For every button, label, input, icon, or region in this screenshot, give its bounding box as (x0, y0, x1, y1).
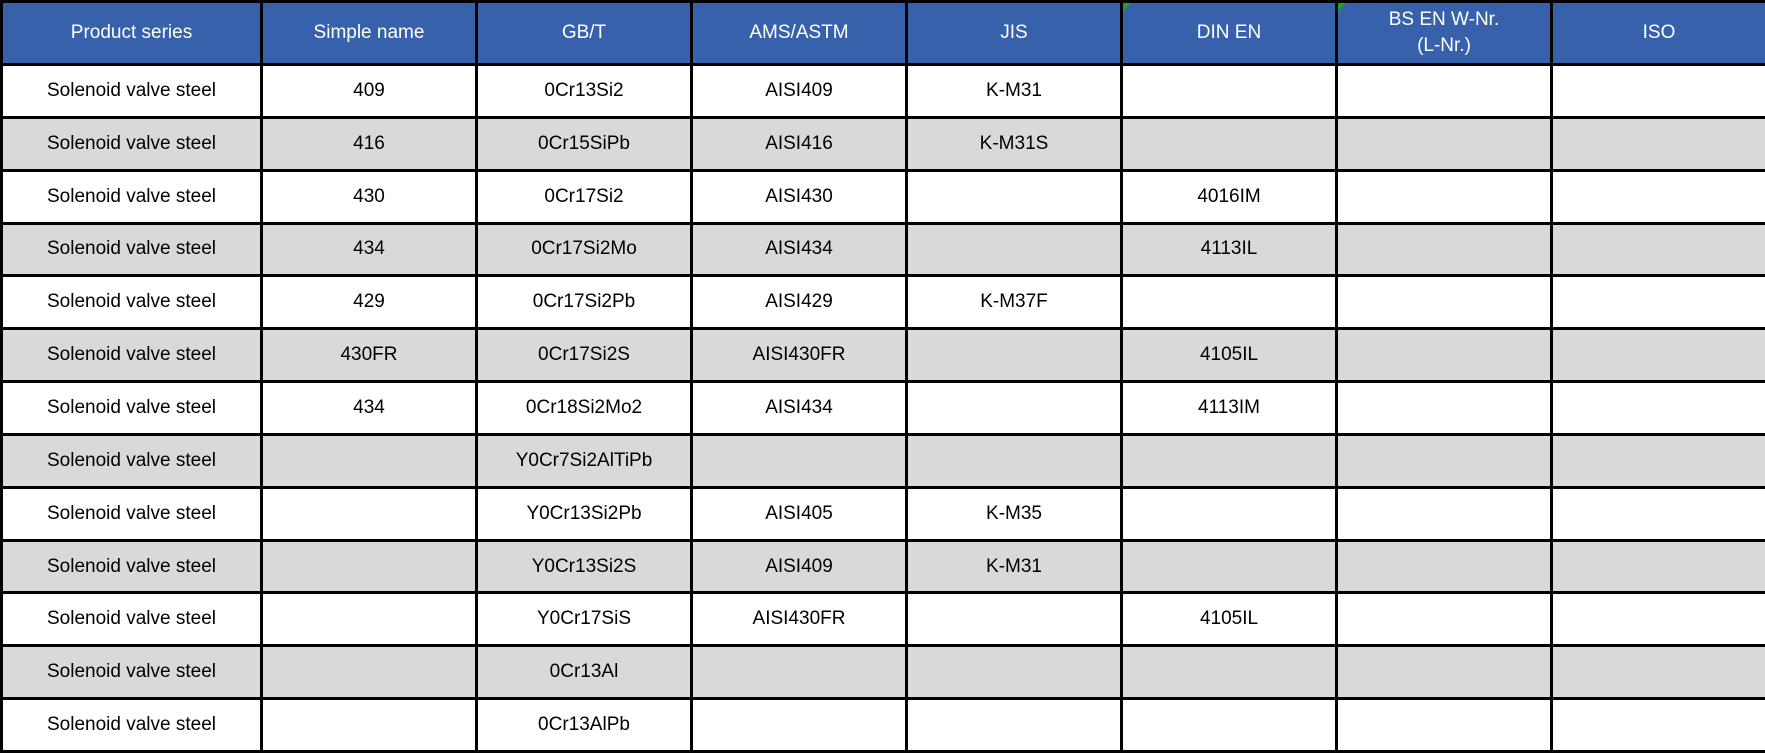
table-row (2, 276, 1765, 329)
table-row (2, 170, 1765, 223)
table-row (2, 487, 1765, 540)
table-cell: 0Cr17Si2Mo (477, 223, 692, 276)
table-cell: Solenoid valve steel (2, 646, 262, 699)
table-cell (1552, 170, 1765, 223)
table-cell: AISI430 (692, 170, 907, 223)
table-row (2, 434, 1765, 487)
table-cell (692, 699, 907, 752)
column-header-label: Product series (70, 22, 193, 44)
table-cell (1337, 593, 1552, 646)
table-cell (1552, 646, 1765, 699)
column-header-label: AMS/ASTM (749, 22, 849, 44)
table-cell: K-M37F (907, 276, 1122, 329)
table-cell (1337, 434, 1552, 487)
table-cell: AISI429 (692, 276, 907, 329)
table-cell: Solenoid valve steel (2, 65, 262, 118)
column-header-din-en (1122, 2, 1337, 65)
table-row (2, 223, 1765, 276)
table-cell (262, 487, 477, 540)
column-header-bs-en-w-nr (1337, 2, 1552, 65)
table-cell (1122, 117, 1337, 170)
table-cell: Solenoid valve steel (2, 329, 262, 382)
table-cell (1552, 487, 1765, 540)
table-cell (907, 223, 1122, 276)
table-cell: 0Cr18Si2Mo2 (477, 382, 692, 435)
table-cell: 4113IM (1122, 382, 1337, 435)
table-cell (907, 170, 1122, 223)
table-cell (1552, 117, 1765, 170)
column-header-label: DIN EN (1196, 22, 1262, 44)
table-row (2, 329, 1765, 382)
table-cell: Solenoid valve steel (2, 487, 262, 540)
table-cell (262, 434, 477, 487)
table-cell (1552, 223, 1765, 276)
table-cell (262, 540, 477, 593)
table-row (2, 540, 1765, 593)
table-row (2, 382, 1765, 435)
table-cell (1337, 223, 1552, 276)
table-cell: Y0Cr13Si2S (477, 540, 692, 593)
column-header-label-line2: (L-Nr.) (1417, 35, 1471, 56)
table-row (2, 593, 1765, 646)
table-cell (907, 646, 1122, 699)
table-cell: 416 (262, 117, 477, 170)
table-cell (1552, 276, 1765, 329)
table-cell: Y0Cr13Si2Pb (477, 487, 692, 540)
table-cell: Solenoid valve steel (2, 276, 262, 329)
table-cell: Solenoid valve steel (2, 699, 262, 752)
table-cell: Solenoid valve steel (2, 223, 262, 276)
column-header-simple-name (262, 2, 477, 65)
table-cell (262, 646, 477, 699)
table-cell: 434 (262, 382, 477, 435)
table-cell (907, 699, 1122, 752)
table-cell (1122, 487, 1337, 540)
column-header-label: JIS (1000, 22, 1028, 44)
table-cell: 0Cr17Si2Pb (477, 276, 692, 329)
table-cell (1337, 329, 1552, 382)
table-cell (1122, 699, 1337, 752)
table-cell: 4113IL (1122, 223, 1337, 276)
table-cell (1552, 699, 1765, 752)
table-cell: Solenoid valve steel (2, 593, 262, 646)
table-cell (1122, 276, 1337, 329)
table-cell: Y0Cr7Si2AlTiPb (477, 434, 692, 487)
table-cell: 4016IM (1122, 170, 1337, 223)
table-cell (1552, 382, 1765, 435)
table-cell: 0Cr17Si2S (477, 329, 692, 382)
table-cell: 0Cr13Si2 (477, 65, 692, 118)
table-row (2, 646, 1765, 699)
table-cell (1552, 540, 1765, 593)
header-row (2, 2, 1765, 65)
table-cell: K-M31 (907, 540, 1122, 593)
table-cell (1552, 434, 1765, 487)
table-cell (1552, 65, 1765, 118)
table-cell (1337, 276, 1552, 329)
table-cell: 4105IL (1122, 329, 1337, 382)
table-cell (1337, 65, 1552, 118)
table-row (2, 65, 1765, 118)
column-header-label: BS EN W-Nr. (1388, 9, 1500, 31)
table-body (2, 65, 1765, 752)
column-header-label: ISO (1642, 22, 1676, 44)
table-cell: 0Cr17Si2 (477, 170, 692, 223)
table-cell: Y0Cr17SiS (477, 593, 692, 646)
table-cell: 434 (262, 223, 477, 276)
table-cell (692, 434, 907, 487)
table-cell (1337, 382, 1552, 435)
column-header-gb-t (477, 2, 692, 65)
table-cell (907, 593, 1122, 646)
table-cell: AISI430FR (692, 593, 907, 646)
table-cell: AISI434 (692, 223, 907, 276)
column-header-label: GB/T (561, 22, 607, 44)
table-cell: 409 (262, 65, 477, 118)
table-cell (1337, 699, 1552, 752)
table-cell (1122, 65, 1337, 118)
table-cell (1337, 540, 1552, 593)
table-row (2, 699, 1765, 752)
cell-error-marker-icon (1123, 3, 1131, 11)
column-header-label: Simple name (313, 22, 425, 44)
table-cell: AISI405 (692, 487, 907, 540)
table-cell (1552, 593, 1765, 646)
table-cell (907, 329, 1122, 382)
table-cell: AISI416 (692, 117, 907, 170)
table-cell: Solenoid valve steel (2, 382, 262, 435)
table-cell: Solenoid valve steel (2, 434, 262, 487)
table-cell: AISI434 (692, 382, 907, 435)
table-cell (1122, 434, 1337, 487)
column-header-ams-astm (692, 2, 907, 65)
table-cell (1337, 117, 1552, 170)
table-cell: 0Cr15SiPb (477, 117, 692, 170)
table-cell (1337, 487, 1552, 540)
table-cell: 0Cr13AlPb (477, 699, 692, 752)
table-cell (262, 593, 477, 646)
cell-error-marker-icon (1338, 3, 1346, 11)
table-cell (692, 646, 907, 699)
table-cell (1337, 170, 1552, 223)
table-cell (1337, 646, 1552, 699)
table-cell (1122, 540, 1337, 593)
table-cell (1122, 646, 1337, 699)
table-cell: AISI409 (692, 540, 907, 593)
column-header-jis (907, 2, 1122, 65)
column-header-iso (1552, 2, 1765, 65)
table-cell: Solenoid valve steel (2, 170, 262, 223)
table-cell: 429 (262, 276, 477, 329)
table-header (2, 2, 1765, 65)
table-cell (262, 699, 477, 752)
table-cell (907, 382, 1122, 435)
table-cell: K-M35 (907, 487, 1122, 540)
table-cell (1552, 329, 1765, 382)
table-cell (907, 434, 1122, 487)
table-cell: 430 (262, 170, 477, 223)
table-cell: Solenoid valve steel (2, 540, 262, 593)
table-cell: AISI409 (692, 65, 907, 118)
column-header-product-series (2, 2, 262, 65)
table-row (2, 117, 1765, 170)
table-cell: Solenoid valve steel (2, 117, 262, 170)
table-cell: AISI430FR (692, 329, 907, 382)
table-cell: K-M31 (907, 65, 1122, 118)
table-cell: 0Cr13Al (477, 646, 692, 699)
table-cell: 430FR (262, 329, 477, 382)
table-cell: K-M31S (907, 117, 1122, 170)
table-cell: 4105IL (1122, 593, 1337, 646)
